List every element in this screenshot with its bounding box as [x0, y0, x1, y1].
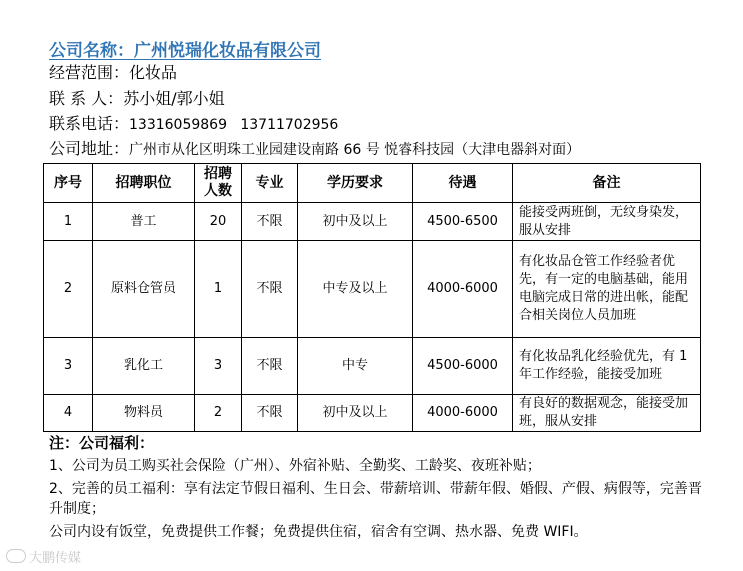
cell-remark: 有良好的数据观念，能接受加班，服从安排	[513, 395, 701, 432]
cell-remark: 能接受两班倒，无纹身染发，服从安排	[513, 203, 701, 241]
job-openings-table	[43, 163, 701, 432]
cell-count: 20	[195, 203, 242, 241]
business-scope-value: 化妆品	[129, 63, 178, 82]
watermark-text: 大鹏传媒	[29, 551, 82, 566]
cell-remark: 有化妆品乳化经验优先，有 1 年工作经验，能接受加班	[513, 338, 701, 395]
cell-salary: 4000-6000	[413, 241, 513, 338]
cell-major: 不限	[242, 203, 298, 241]
header-education: 学历要求	[298, 164, 413, 203]
cell-remark: 有化妆品仓管工作经验者优先，有一定的电脑基础，能用电脑完成日常的进出帐，能配合相关岗位人员加班	[513, 241, 701, 338]
header-salary: 待遇	[413, 164, 513, 203]
cell-count: 1	[195, 241, 242, 338]
table-row	[44, 203, 701, 241]
cell-salary: 4500-6500	[413, 203, 513, 241]
cell-education: 初中及以上	[298, 395, 413, 432]
cell-education: 初中及以上	[298, 203, 413, 241]
cell-position: 普工	[93, 203, 195, 241]
cell-count: 2	[195, 395, 242, 432]
cell-major: 不限	[242, 395, 298, 432]
cell-position: 物料员	[93, 395, 195, 432]
cell-position: 原料仓管员	[93, 241, 195, 338]
cell-count: 3	[195, 338, 242, 395]
cell-education: 中专及以上	[298, 241, 413, 338]
benefit-item: 1、公司为员工购买社会保险（广州）、外宿补贴、全勤奖、工龄奖、夜班补贴；	[49, 458, 541, 474]
contact-phone-value: 13316059869 13711702956	[129, 117, 339, 133]
table-row	[44, 338, 701, 395]
benefit-item: 2、完善的员工福利：享有法定节假日福利、生日会、带薪培训、带薪年假、婚假、产假、病假等，完善晋升制度；	[49, 481, 702, 517]
cell-salary: 4500-6000	[413, 338, 513, 395]
contact-phone-label: 联系电话：	[49, 114, 130, 133]
cell-salary: 4000-6000	[413, 395, 513, 432]
header-remark: 备注	[513, 164, 701, 203]
cell-no: 2	[44, 241, 93, 338]
table-header-row	[44, 164, 701, 203]
business-scope-label: 经营范围：	[49, 63, 130, 82]
header-no: 序号	[44, 164, 93, 203]
company-name: 广州悦瑞化妆品有限公司	[134, 41, 321, 61]
company-address-value: 广州市从化区明珠工业园建设南路 66 号 悦睿科技园（大津电器斜对面）	[129, 142, 581, 158]
cell-education: 中专	[298, 338, 413, 395]
company-address-label: 公司地址：	[49, 139, 130, 158]
contact-phone-line	[49, 113, 338, 136]
cell-no: 4	[44, 395, 93, 432]
header-position: 招聘职位	[93, 164, 195, 203]
company-name-heading	[49, 36, 321, 61]
cell-major: 不限	[242, 338, 298, 395]
contact-person-line	[49, 88, 225, 110]
cell-position: 乳化工	[93, 338, 195, 395]
benefit-item: 公司内设有饭堂，免费提供工作餐；免费提供住宿，宿舍有空调、热水器、免费 WIFI。	[49, 524, 588, 540]
cell-no: 1	[44, 203, 93, 241]
benefits-title: 注：公司福利：	[49, 434, 155, 452]
table-row	[44, 241, 701, 338]
benefits-notes	[49, 433, 709, 542]
company-name-label: 公司名称：	[49, 41, 134, 61]
contact-person-label: 联 系 人：	[49, 89, 124, 108]
table-row	[44, 395, 701, 432]
watermark	[6, 547, 81, 566]
contact-person-value: 苏小姐/郭小姐	[123, 89, 225, 108]
watermark-logo-icon	[6, 549, 26, 563]
cell-no: 3	[44, 338, 93, 395]
cell-major: 不限	[242, 241, 298, 338]
company-address-line	[49, 138, 580, 161]
header-major: 专业	[242, 164, 298, 203]
header-count: 招聘人数	[195, 164, 242, 203]
business-scope-line	[49, 62, 177, 84]
